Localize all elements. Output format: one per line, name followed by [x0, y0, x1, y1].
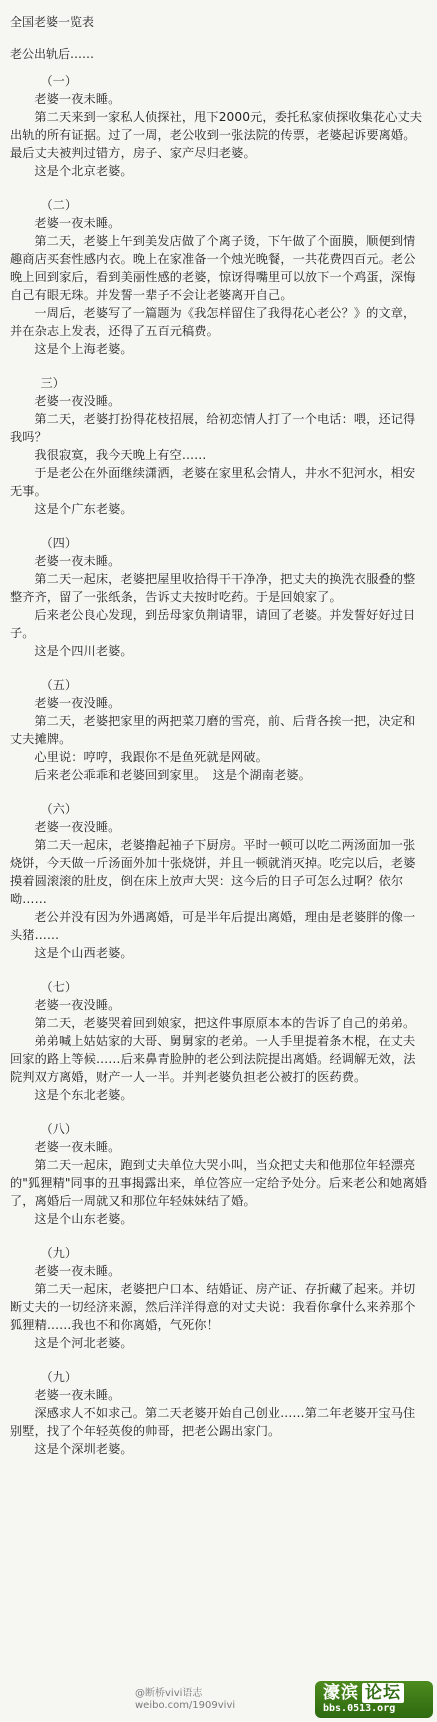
section-paragraph: 第二天一起床，老婆把屋里收拾得干干净净，把丈夫的换洗衣服叠的整整齐齐，留了一张纸条，告诉丈夫按时吃药。于是回娘家了。 [10, 572, 416, 604]
section-paragraph: 我很寂寞，我今天晚上有空…… [34, 448, 207, 462]
section-paragraph: 这是个北京老婆。 [34, 164, 133, 178]
section-paragraph: 心里说：哼哼，我跟你不是鱼死就是网破。 [34, 750, 268, 764]
section-paragraph: 第二天，老婆上午到美发店做了个离子烫，下午做了个面膜，顺便到情趣商店买套性感内衣。晚上在家准备一个烛光晚餐，一共花费四百元。老公晚上回到家后，看到美丽性感的老婆，惊讶得嘴里可以放下一个鸡蛋，深悔自己有眼无珠。并发誓一辈子不会让老婆离开自己。 [10, 234, 416, 302]
section-paragraph: 老婆一夜没睡。 [34, 696, 121, 710]
section-paragraph: 第二天，老婆打扮得花枝招展，给初恋情人打了一个电话：喂，还记得我吗？ [10, 412, 416, 444]
article-subtitle: 老公出轨后…… [10, 47, 95, 61]
section-paragraph: 老婆一夜没睡。 [34, 820, 121, 834]
section-paragraph: 后来老公乖乖和老婆回到家里。 这是个湖南老婆。 [34, 768, 311, 782]
section-paragraph: 老婆一夜没睡。 [34, 394, 121, 408]
logo-name [323, 1683, 404, 1703]
logo-url: bbs.0513.org [323, 1703, 396, 1714]
section-paragraph: 老婆一夜未睡。 [34, 1264, 121, 1278]
logo-name-part2: 论坛 [362, 1683, 404, 1703]
article-body [10, 72, 427, 1458]
section-number: （一） [40, 74, 78, 88]
section-paragraph: 老公并没有因为外遇离婚，可是半年后提出离婚，理由是老婆胖的像一头猪…… [10, 910, 416, 942]
section-paragraph: 第二天来到一家私人侦探社，甩下2000元，委托私家侦探收集花心丈夫出轨的所有证据。过了一周，老公收到一张法院的传票，老婆起诉要离婚。最后丈夫被判过错方，房子、家产尽归老婆。 [10, 110, 423, 160]
section-7 [10, 978, 427, 1104]
section-number: （二） [40, 198, 78, 212]
section-paragraph: 老婆一夜没睡。 [34, 998, 121, 1012]
section-paragraph: 这是个山东老婆。 [34, 1212, 133, 1226]
section-paragraph: 这是个东北老婆。 [34, 1088, 133, 1102]
forum-logo [315, 1681, 433, 1718]
section-1 [10, 72, 427, 180]
section-paragraph: 第二天一起床，老婆撸起袖子下厨房。平时一顿可以吃二两汤面加一张烧饼，今天做一斤汤面外加十张烧饼，并且一顿就消灭掉。吃完以后，老婆摸着圆滚滚的肚皮，倒在床上放声大哭：这今后的日子可怎么过啊？依尔呦…… [10, 838, 416, 906]
section-paragraph: 老婆一夜未睡。 [34, 1140, 121, 1154]
section-2 [10, 196, 427, 358]
section-paragraph: 这是个山西老婆。 [34, 946, 133, 960]
section-number: （五） [40, 678, 78, 692]
section-3 [10, 374, 427, 518]
section-paragraph: 第二天一起床，老婆把户口本、结婚证、房产证、存折藏了起来。并切断丈夫的一切经济来源，然后洋洋得意的对丈夫说：我看你拿什么来养那个狐狸精……我也不和你离婚，气死你！ [10, 1282, 416, 1332]
section-number: （七） [40, 980, 78, 994]
section-paragraph: 这是个四川老婆。 [34, 644, 133, 658]
section-paragraph: 第二天，老婆把家里的两把菜刀磨的雪亮，前、后背各挨一把，决定和丈夫摊牌。 [10, 714, 416, 746]
section-paragraph: 老婆一夜未睡。 [34, 1388, 121, 1402]
section-paragraph: 弟弟喊上姑姑家的大哥、舅舅家的老弟。一人手里提着条木棍，在丈夫回家的路上等候……后来鼻青脸肿的老公到法院提出离婚。经调解无效，法院判双方离婚，财产一人一半。并判老婆负担老公被打的医药费。 [10, 1034, 416, 1084]
section-paragraph: 深感求人不如求己。第二天老婆开始自己创业……第二年老婆开宝马住别墅，找了个年轻英俊的帅哥，把老公踢出家门。 [10, 1406, 416, 1438]
section-paragraph: 这是个上海老婆。 [34, 342, 133, 356]
section-paragraph: 老婆一夜未睡。 [34, 92, 121, 106]
section-paragraph: 于是老公在外面继续潇洒，老婆在家里私会情人，井水不犯河水，相安无事。 [10, 466, 416, 498]
section-9 [10, 1244, 427, 1352]
section-number: 三） [40, 376, 65, 390]
section-6 [10, 800, 427, 962]
section-paragraph: 老婆一夜未睡。 [34, 554, 121, 568]
section-paragraph: 一周后，老婆写了一篇题为《我怎样留住了我得花心老公？》的文章，并在杂志上发表，还得了五百元稿费。 [10, 306, 416, 338]
weibo-watermark [135, 1688, 305, 1714]
section-paragraph: 后来老公良心发现，到岳母家负荆请罪，请回了老婆。并发誓好好过日子。 [10, 608, 416, 640]
weibo-url: weibo.com/1909vivi [135, 1700, 236, 1711]
section-4 [10, 534, 427, 660]
section-paragraph: 第二天，老婆哭着回到娘家，把这件事原原本本的告诉了自己的弟弟。 [34, 1016, 416, 1030]
logo-name-part1: 濠滨 [323, 1683, 359, 1703]
section-paragraph: 这是个深圳老婆。 [34, 1442, 133, 1456]
section-number: （九） [40, 1246, 78, 1260]
section-8 [10, 1120, 427, 1228]
article-title: 全国老婆一览表 [10, 15, 95, 29]
section-number: （六） [40, 802, 78, 816]
section-number: （九） [40, 1370, 78, 1384]
section-paragraph: 老婆一夜未睡。 [34, 216, 121, 230]
section-paragraph: 第二天一起床，跑到丈夫单位大哭小叫，当众把丈夫和他那位年轻漂亮的"狐狸精"同事的丑事揭露出来，单位答应一定给予处分。后来老公和她离婚了，离婚后一周就又和那位年轻妹妹结了婚。 [10, 1158, 427, 1208]
section-number: （四） [40, 536, 78, 550]
weibo-name: @断桥vivi语志 [135, 1688, 203, 1699]
section-paragraph: 这是个广东老婆。 [34, 502, 133, 516]
section-number: （八） [40, 1122, 78, 1136]
section-5 [10, 676, 427, 784]
section-10 [10, 1368, 427, 1458]
section-paragraph: 这是个河北老婆。 [34, 1336, 133, 1350]
